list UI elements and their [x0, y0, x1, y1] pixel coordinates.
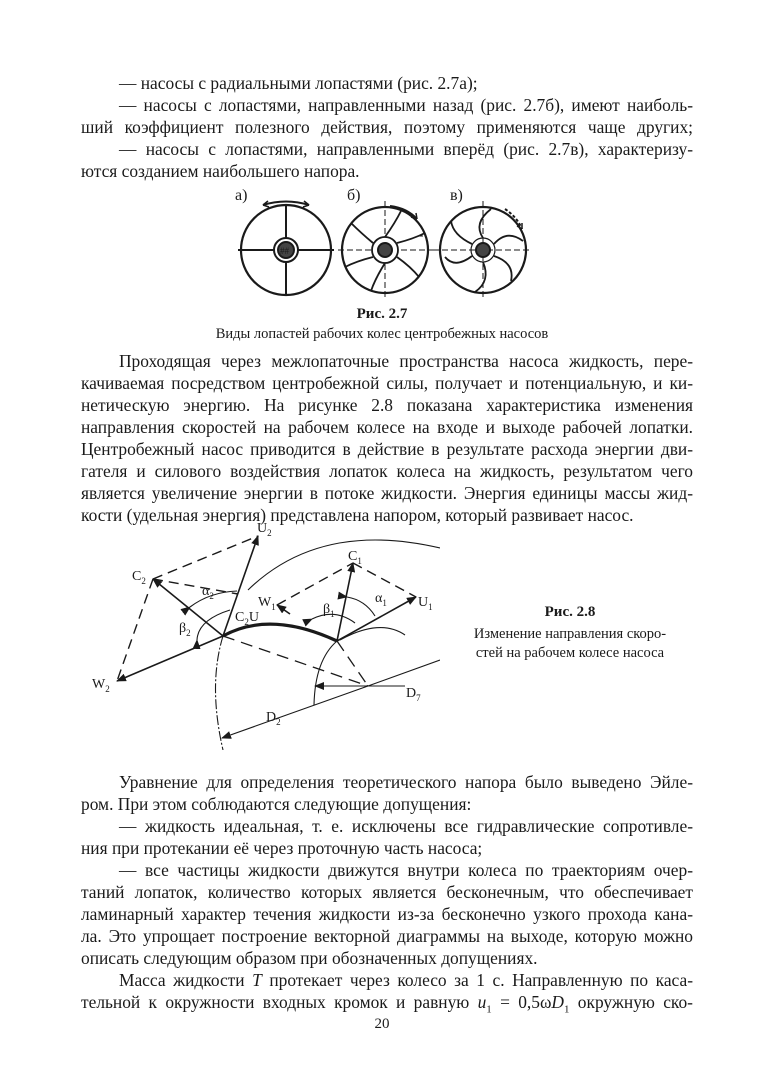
label-c2u: $C_2U$ [235, 610, 259, 627]
label-w2: $W_2$ [92, 677, 110, 694]
paragraph-1-line: кости (удельная энергия) представлена напором, который развивает насос. [81, 505, 634, 525]
paragraph-1-line: является увеличение энергии в потоке жидкости. Энергия единицы массы жид- [81, 483, 693, 503]
formula-d: D [551, 992, 564, 1012]
paragraph-1-line: нетическую энергию. На рисунке 2.8 показана характеристика изменения [81, 395, 693, 415]
label-alpha2: $\alpha_2$ [202, 584, 214, 601]
paragraph-2-line: — жидкость идеальная, т. е. исключены все гидравлические сопротивле- [119, 816, 693, 836]
label-alpha1: $\alpha_1$ [375, 591, 387, 608]
paragraph-1-line: Проходящая через межлопаточные пространства насоса жидкость, пере- [119, 351, 693, 371]
paragraph-2-line: — все частицы жидкости движутся внутри колеса по траекториям очер- [119, 860, 693, 880]
label-u1: $U_1$ [418, 595, 433, 612]
label-w1: $W_1$ [258, 595, 276, 612]
formula-subscript: 1 [486, 1003, 492, 1016]
list-item-radial: — насосы с радиальными лопастями (рис. 2.7а); [119, 73, 478, 93]
paragraph-2-line: Уравнение для определения теоретического напора было выведено Эйле- [119, 772, 693, 792]
outer-arc [248, 540, 440, 590]
label-c2: $C_2$ [132, 569, 146, 586]
panel-label-v: в) [450, 187, 463, 204]
impeller-radial [238, 201, 334, 295]
paragraph-1-line: гателя и силового воздействия лопаток колеса на жидкость, результатом чего [81, 461, 693, 481]
label-d7: $D_7$ [406, 686, 421, 703]
list-item-forward: — насосы с лопастями, направленными вперёд (рис. 2.7в), характеризу- [119, 139, 693, 159]
variable-t: T [252, 970, 262, 990]
paragraph-1-line: качиваемая посредством центробежной силы, получает и потенциальную, и ки- [81, 373, 693, 393]
paragraph-2-line: таний лопаток, количество которых является бесконечным, что обеспечивает [81, 882, 693, 902]
paragraph-2-line: ла. Это упрощает построение векторной диаграммы на выходе, которую можно [81, 926, 693, 946]
paragraph-1-line: Центробежный насос приводится в действие в результате расхода энергии дви- [81, 439, 693, 459]
impeller-backward [338, 201, 433, 299]
panel-label-a: а) [235, 187, 248, 204]
figure-2-8 [80, 510, 440, 750]
figure-2-8-caption-line-2: стей на рабочем колесе насоса [475, 645, 665, 661]
text-span: Масса жидкости [119, 970, 253, 990]
velocity-triangles-diagram [80, 510, 440, 750]
impeller-forward [433, 201, 531, 299]
formula-u: u [477, 992, 487, 1012]
figure-2-7-caption: Виды лопастей рабочих колес центробежных насосов [215, 326, 549, 342]
vector-w2 [117, 636, 223, 681]
formula-subscript: 1 [563, 1003, 570, 1016]
impeller-diagrams [225, 183, 535, 303]
paragraph-2-line: ром. При этом соблюдаются следующие допущения: [81, 794, 472, 814]
label-beta1: $\beta_1$ [323, 602, 335, 619]
svg-text:##: ## [280, 246, 289, 256]
outer-circle-arc [216, 636, 224, 750]
paragraph-2-line: ламинарный характер течения жидкости из-за бесконечно узкого прохода кана- [81, 904, 693, 924]
vector-c1 [337, 563, 353, 641]
paragraph-2-line: описать следующим образом при обозначенных допущениях. [81, 948, 538, 968]
paragraph-3-line-1 [119, 969, 693, 991]
list-item-backward: — насосы с лопастями, направленными назад (рис. 2.7б), имеют наиболь- [119, 95, 693, 115]
label-u2: $U_2$ [257, 521, 272, 538]
text-span: тельной к окружности входных кромок и равную [81, 992, 478, 1012]
inner-circle-arc [314, 641, 337, 705]
list-item-backward-cont: ший коэффициент полезного действия, поэтому применяются чаще других; [81, 117, 693, 137]
panel-label-b: б) [347, 187, 361, 204]
formula-eq: = 0,5ω [491, 992, 552, 1012]
paragraph-2-line: ния при протекании её через проточную часть насоса; [81, 838, 483, 858]
paragraph-1-line: направления скоростей на рабочем колесе на входе и выходе рабочей лопатки. [81, 417, 693, 437]
text-span: окружную ско- [569, 992, 693, 1012]
vector-w1 [277, 605, 290, 614]
page-number: 20 [374, 1016, 390, 1032]
figure-2-7 [225, 183, 535, 303]
label-d2: $D_2$ [266, 710, 281, 727]
figure-2-8-caption-line-1: Изменение направления скоро- [473, 626, 667, 642]
figure-2-7-title: Рис. 2.7 [356, 306, 408, 322]
figure-2-8-title: Рис. 2.8 [544, 604, 596, 620]
label-beta2: $\beta_2$ [179, 621, 191, 638]
radius-d2 [222, 686, 368, 738]
list-item-forward-cont: ются созданием наибольшего напора. [81, 161, 360, 181]
label-c1: $C_1$ [348, 549, 362, 566]
blade-profile [223, 624, 337, 641]
text-span: протекает через колесо за 1 с. Направленную по каса- [261, 970, 693, 990]
